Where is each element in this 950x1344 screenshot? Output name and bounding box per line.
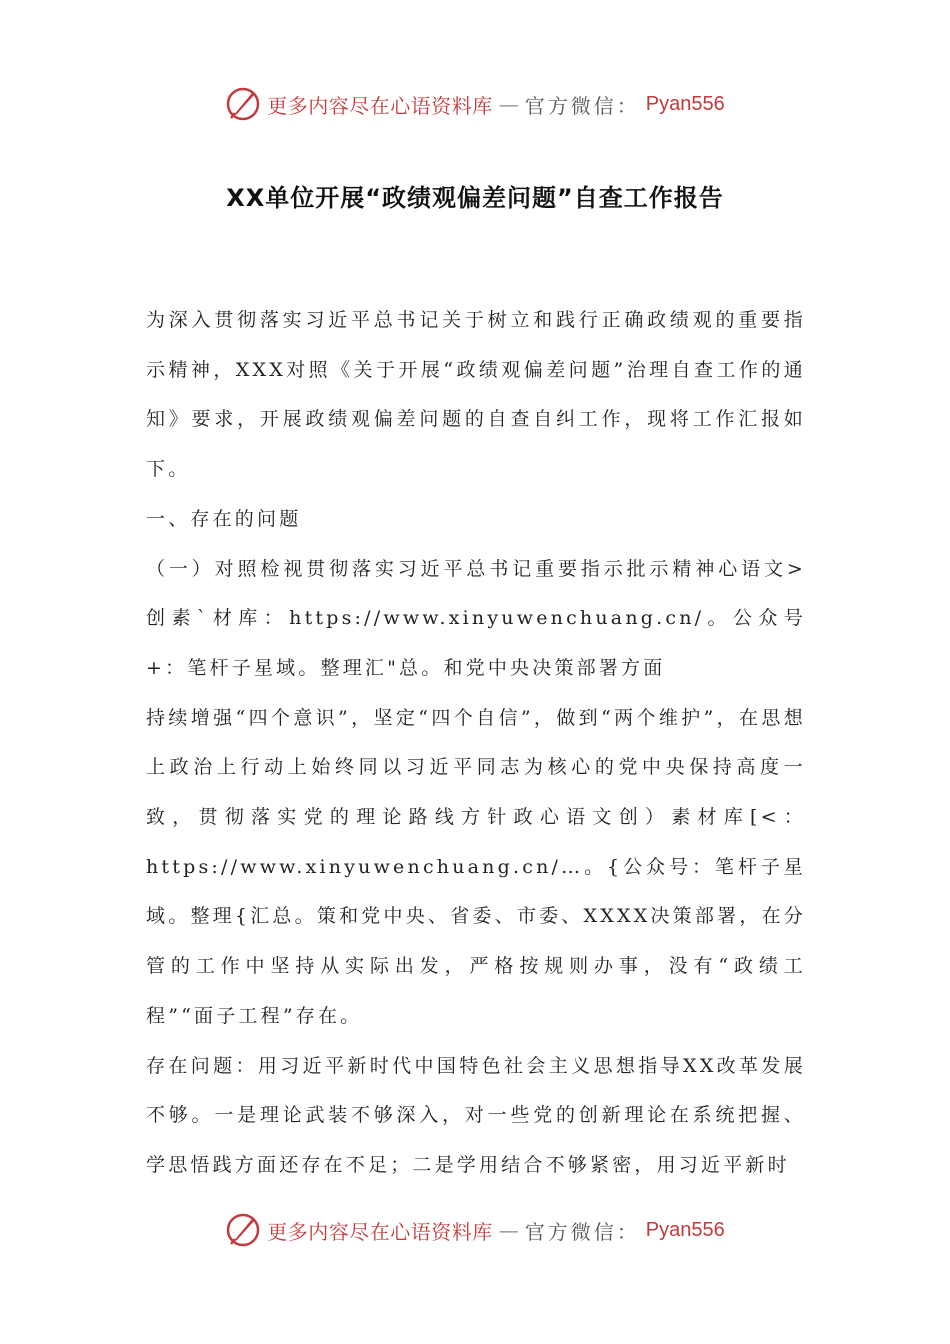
footer-watermark [0,1210,950,1250]
section-heading: 一、存在的问题 [146,507,302,530]
paragraph-assessment: 持续增强“四个意识”，坚定“四个自信”，做到“两个维护”，在思想上政治上行动上始终同以习近平同志为核心的党中央保持高度一致，贯彻落实党的理论路线方针政心语文创）素材库[<：https://www.xinyuwenchuang.cn/…。{公众号：笔杆子星域。整理{汇总。策和党中央、省委、市委、XXXX决策部署，在分管的工作中坚持从实际出发，严格按规则办事，没有“政绩工程”“面子工程”存在。 [146,706,806,1027]
promo-text: 更多内容尽在心语资料库 [267,93,493,118]
document-body [146,296,806,1191]
paragraph-intro: 为深入贯彻落实习近平总书记关于树立和践行正确政绩观的重要指示精神，XXX对照《关于开展“政绩观偏差问题”治理自查工作的通知》要求，开展政绩观偏差问题的自查自纠工作，现将工作汇报如下。 [146,309,806,481]
promo-separator: — [498,1218,519,1242]
wechat-label: 官方微信： [524,1219,640,1244]
wechat-handle: Pyan556 [645,92,725,115]
promo-separator: — [498,92,519,116]
header-watermark [0,84,950,124]
promo-text: 更多内容尽在心语资料库 [267,1219,493,1244]
quill-logo-icon [225,1212,261,1248]
quill-logo-icon [225,86,261,122]
wechat-label: 官方微信： [524,93,640,118]
document-title: XX单位开展“政绩观偏差问题”自查工作报告 [226,184,724,212]
subsection-heading: （一）对照检视贯彻落实习近平总书记重要指示批示精神心语文>创素`材库：https://www.xinyuwenchuang.cn/。公众号+：笔杆子星域。整理汇"总。和党中央决策部署方面 [146,557,806,679]
wechat-handle: Pyan556 [645,1218,725,1241]
paragraph-problems: 存在问题：用习近平新时代中国特色社会主义思想指导XX改革发展不够。一是理论武装不够深入，对一些党的创新理论在系统把握、学思悟践方面还存在不足；二是学用结合不够紧密，用习近平新时 [146,1054,806,1176]
